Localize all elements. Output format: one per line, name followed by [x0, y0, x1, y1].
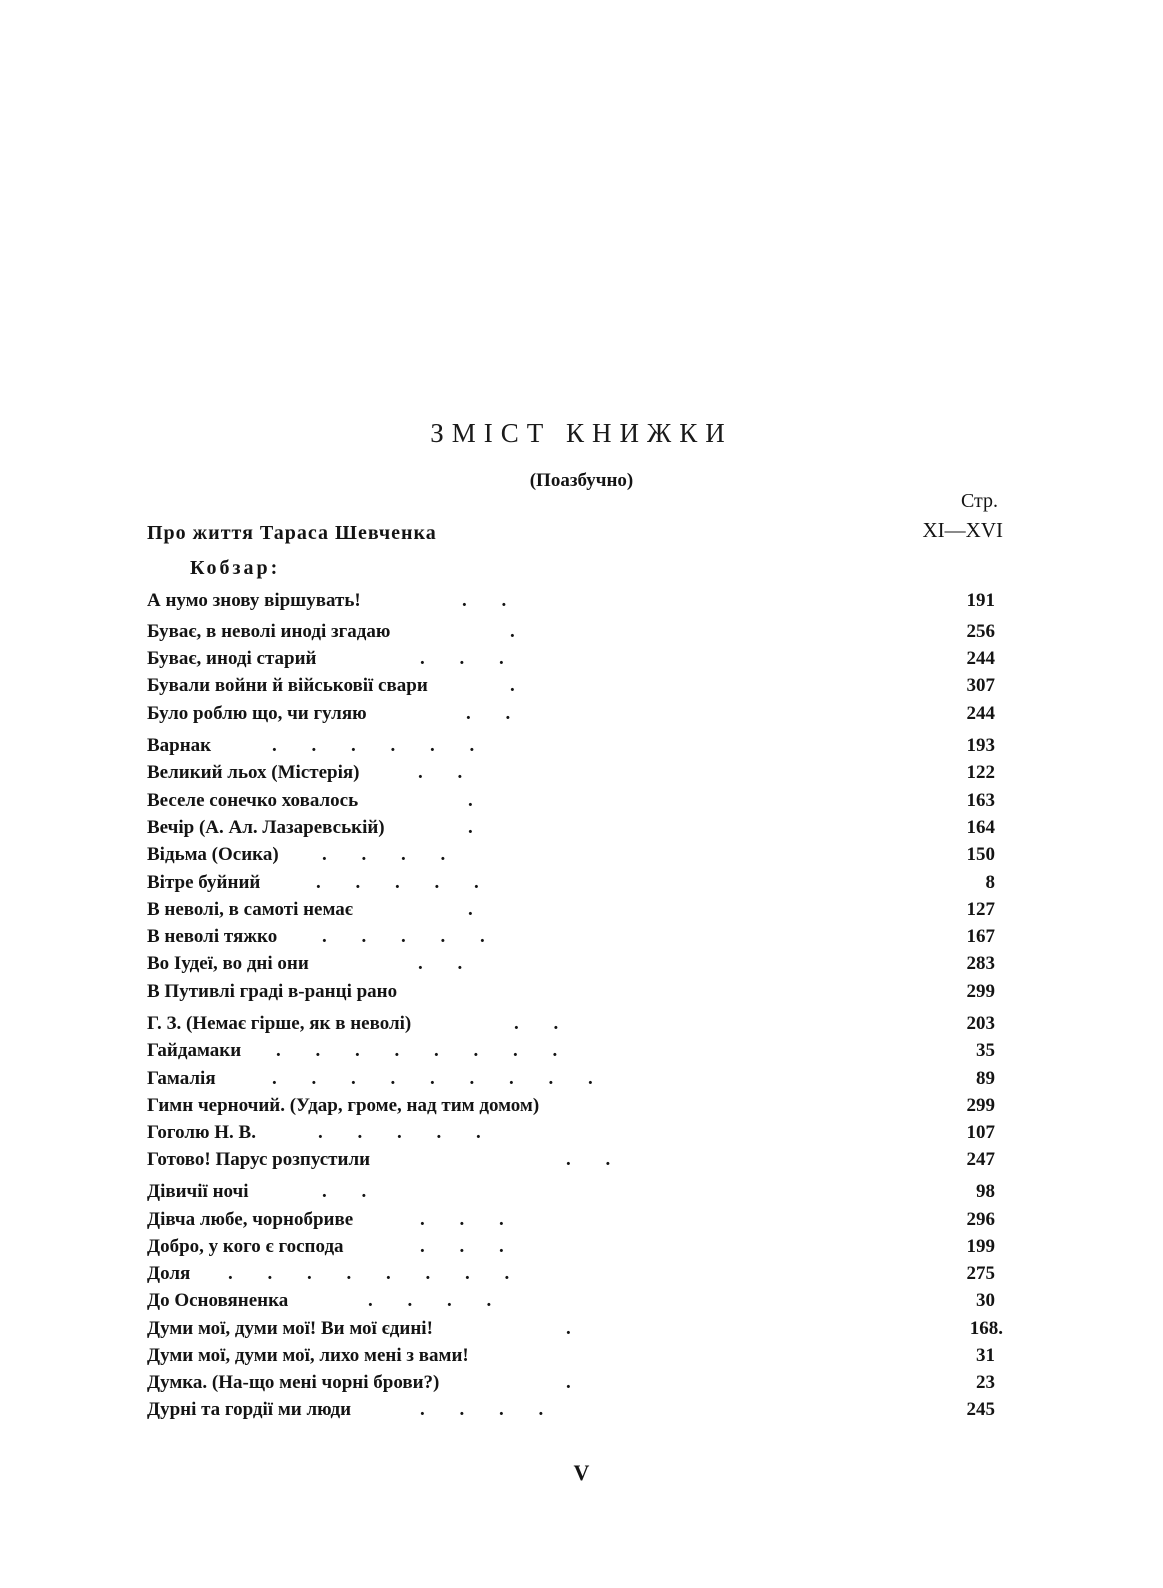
page-title: ЗМІСТ КНИЖКИ: [430, 418, 733, 448]
toc-entry-page: 203: [966, 1013, 995, 1034]
toc-entry-title: Гайдамаки: [147, 1040, 242, 1061]
toc-entry-title: Вітре буйний: [147, 872, 261, 893]
toc-entry-leader: . .: [566, 1149, 611, 1170]
toc-entry-page: 164: [966, 817, 995, 838]
toc-entry: [147, 1290, 1007, 1316]
toc-entry-leader: . . . . .: [318, 1122, 481, 1143]
toc-entry-title: Буває, иноді старий: [147, 648, 317, 669]
toc-entry-page: 283: [966, 953, 995, 974]
toc-entry-title: Добро, у кого є господа: [147, 1236, 344, 1257]
toc-entry-leader: . .: [514, 1013, 559, 1034]
toc-entry: [147, 817, 1007, 843]
toc-entry-leader: .: [566, 1318, 571, 1339]
toc-entry: [147, 1181, 1007, 1207]
toc-entry: [147, 844, 1007, 870]
toc-entry-leader: . . .: [420, 648, 504, 669]
toc-entry-page: 307: [966, 675, 995, 696]
toc-entry-leader: . . . . .: [316, 872, 479, 893]
toc-entry-title: Думи мої, думи мої! Ви мої єдині!: [147, 1318, 433, 1339]
toc-entry: [147, 1263, 1007, 1289]
toc-entry-leader: . . .: [420, 1209, 504, 1230]
toc-entry: [147, 1318, 1007, 1344]
toc-entry-title: Думи мої, думи мої, лихо мені з вами!: [147, 1345, 469, 1366]
toc-entry-title: Думка. (На-що мені чорні брови?): [147, 1372, 440, 1393]
toc-entry-page: 244: [966, 703, 995, 724]
toc-entry-title: Варнак: [147, 735, 212, 756]
toc-entry-title: В Путивлі граді в-ранці рано: [147, 981, 398, 1002]
toc-entry-page: 256: [966, 621, 995, 642]
toc-entry: [147, 790, 1007, 816]
toc-entry-page: 163: [966, 790, 995, 811]
toc-entry: [147, 1236, 1007, 1262]
toc-entry-page: 31: [976, 1345, 995, 1366]
toc-entry-leader: . .: [462, 590, 507, 611]
toc-entry-leader: . . . . . . . . .: [272, 1068, 593, 1089]
page-number: V: [573, 1460, 590, 1485]
toc-entry-leader: . . .: [420, 1236, 504, 1257]
toc-entry-title: Буває, в неволі иноді згадаю: [147, 621, 391, 642]
toc-entry-title: До Основяненка: [147, 1290, 289, 1311]
toc-entry-leader: . . . . . .: [272, 735, 475, 756]
toc-entry: [147, 1013, 1007, 1039]
toc-entry: [147, 1149, 1007, 1175]
intro-entry-page: XI—XVI: [922, 518, 1003, 542]
toc-entry-title: Готово! Парус розпустили: [147, 1149, 371, 1170]
toc-entry-leader: . . . .: [322, 844, 446, 865]
toc-entry: [147, 590, 1007, 616]
toc-entry-title: В неволі тяжко: [147, 926, 278, 947]
toc-entry: [147, 675, 1007, 701]
toc-entry-page: 107: [966, 1122, 995, 1143]
toc-entry-leader: . . . .: [420, 1399, 544, 1420]
toc-entry-page: 167: [966, 926, 995, 947]
toc-entry-page: 244: [966, 648, 995, 669]
toc-entry: [147, 648, 1007, 674]
toc-entry: [147, 1372, 1007, 1398]
toc-entry-page: 122: [966, 762, 995, 783]
toc-entry: [147, 1345, 1007, 1371]
toc-entry-leader: .: [468, 899, 473, 920]
toc-entry-leader: .: [468, 790, 473, 811]
toc-entry-page: 193: [966, 735, 995, 756]
toc-entry-page: 127: [966, 899, 995, 920]
toc-entry-page: 168.: [969, 1318, 1003, 1339]
toc-entry-leader: . .: [466, 703, 511, 724]
toc-entry-leader: .: [510, 675, 515, 696]
toc-entry: [147, 1040, 1007, 1066]
intro-entry-title: Про життя Тараса Шевченка: [147, 522, 437, 544]
toc-entry: [147, 953, 1007, 979]
toc-entry-title: Дівичії ночі: [147, 1181, 249, 1202]
toc-entry-title: Во Іудеї, во дні они: [147, 953, 309, 974]
toc-entry: [147, 621, 1007, 647]
toc-entry-leader: . . . .: [368, 1290, 492, 1311]
toc-entry-leader: . .: [418, 762, 463, 783]
toc-entry: [147, 1399, 1007, 1425]
toc-entry-title: Великий льох (Містерія): [147, 762, 360, 783]
toc-entry-title: Відьма (Осика): [147, 844, 279, 865]
toc-entry: [147, 1209, 1007, 1235]
section-label: Кобзар:: [190, 557, 281, 579]
toc-entry-title: Гамалія: [147, 1068, 216, 1089]
toc-entry-title: Дівча любе, чорнобриве: [147, 1209, 354, 1230]
toc-entry: [147, 926, 1007, 952]
toc-entry-leader: . .: [418, 953, 463, 974]
toc-entry: [147, 1122, 1007, 1148]
toc-entry-leader: .: [510, 621, 515, 642]
toc-entry-leader: . .: [322, 1181, 367, 1202]
toc-entry: [147, 981, 1007, 1007]
toc-entry-page: 23: [976, 1372, 995, 1393]
toc-entry-title: Г. З. (Немає гірше, як в неволі): [147, 1013, 412, 1034]
toc-entry-page: 98: [976, 1181, 995, 1202]
toc-entry-page: 199: [966, 1236, 995, 1257]
toc-entry-title: Бували войни й військовії свари: [147, 675, 428, 696]
toc-entry-page: 30: [976, 1290, 995, 1311]
toc-entry: [147, 899, 1007, 925]
toc-entry-title: Доля: [147, 1263, 191, 1284]
toc-entry-leader: . . . . .: [322, 926, 485, 947]
toc-entry-title: Дурні та гордії ми люди: [147, 1399, 352, 1420]
toc-entry-page: 89: [976, 1068, 995, 1089]
toc-entry: [147, 703, 1007, 729]
toc-entry-title: Веселе сонечко ховалось: [147, 790, 359, 811]
toc-entry-leader: .: [468, 817, 473, 838]
toc-entry: [147, 872, 1007, 898]
toc-entry-leader: .: [566, 1372, 571, 1393]
toc-entry: [147, 1068, 1007, 1094]
toc-entry-title: Гоголю Н. В.: [147, 1122, 256, 1143]
toc-entry-title: Гимн черночий. (Удар, громе, над тим домом): [147, 1095, 540, 1116]
toc-entry-title: А нумо знову віршувать!: [147, 590, 361, 611]
page-subtitle: (Поазбучно): [529, 470, 634, 491]
toc-entry-page: 245: [966, 1399, 995, 1420]
toc-entry: [147, 1095, 1007, 1121]
toc-entry-page: 299: [966, 981, 995, 1002]
toc-entry-leader: . . . . . . . .: [228, 1263, 510, 1284]
toc-entry-leader: . . . . . . . .: [276, 1040, 558, 1061]
toc-entry-title: Було роблю що, чи гуляю: [147, 703, 367, 724]
toc-entry-page: 35: [976, 1040, 995, 1061]
toc-entry-page: 275: [966, 1263, 995, 1284]
toc-entry-page: 299: [966, 1095, 995, 1116]
page-column-header: Стр.: [960, 490, 998, 512]
toc-entry-page: 247: [966, 1149, 995, 1170]
toc-entry: [147, 762, 1007, 788]
toc-entry-page: 296: [966, 1209, 995, 1230]
toc-entry-page: 150: [966, 844, 995, 865]
toc-entry: [147, 735, 1007, 761]
toc-entry-title: Вечір (А. Ал. Лазаревській): [147, 817, 385, 838]
toc-entry-page: 191: [966, 590, 995, 611]
toc-entry-page: 8: [985, 872, 995, 893]
toc-entry-title: В неволі, в самоті немає: [147, 899, 354, 920]
